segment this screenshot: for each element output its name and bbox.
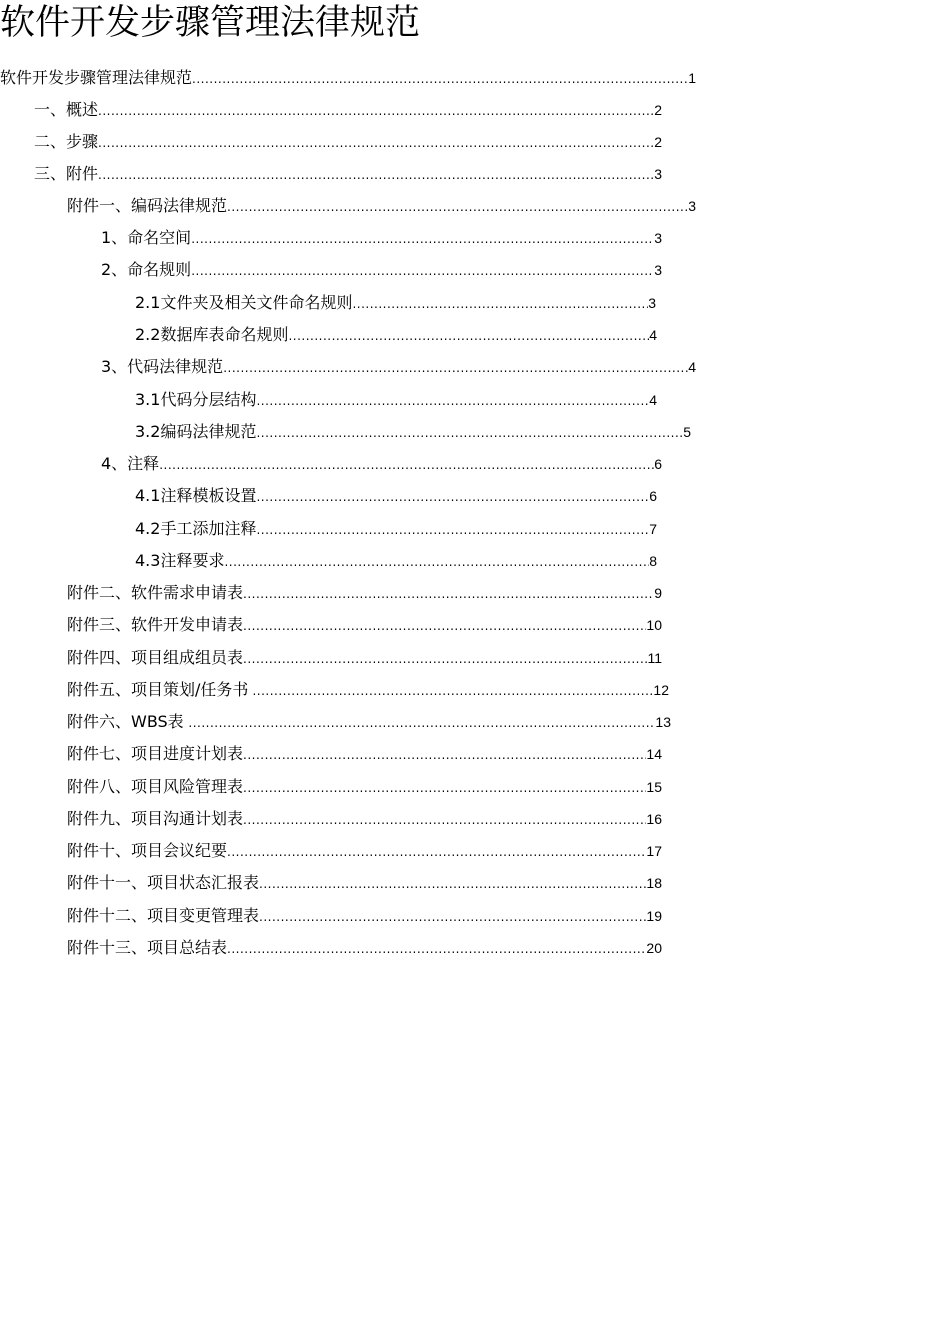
toc-leader: [224, 550, 649, 574]
toc-leader: [188, 711, 655, 735]
toc-page-number: 3: [654, 262, 662, 278]
toc-entry-label: 附件一、编码法律规范: [67, 196, 228, 215]
toc-page-number: 13: [655, 714, 671, 730]
toc-entry-label: 附件七、项目进度计划表: [67, 744, 244, 763]
toc-leader: [227, 840, 646, 864]
toc-entry-label: 附件十、项目会议纪要: [67, 841, 228, 860]
toc-entry-label: 三、附件: [34, 164, 99, 183]
toc-page-number: 4: [649, 327, 657, 343]
toc-entry[interactable]: [67, 646, 662, 670]
toc-entry-label: 2.2数据库表命名规则: [135, 325, 289, 344]
toc-entry[interactable]: [67, 904, 662, 928]
toc-entry-label: 3.1代码分层结构: [135, 390, 257, 409]
toc-page-number: 3: [648, 295, 656, 311]
toc-entry[interactable]: [101, 258, 662, 282]
toc-page-number: 14: [646, 746, 662, 762]
toc-leader: [243, 808, 646, 832]
toc-leader: [243, 647, 647, 671]
toc-entry-label: 附件六、WBS表: [67, 712, 184, 731]
toc-entry-label: 一、概述: [34, 100, 99, 119]
toc-entry-label: 4.1注释模板设置: [135, 486, 257, 505]
toc-entry[interactable]: [34, 98, 662, 122]
toc-entry-label: 4.2手工添加注释: [135, 519, 257, 538]
toc-leader: [259, 872, 646, 896]
toc-leader: [288, 324, 649, 348]
toc-entry[interactable]: [67, 194, 696, 218]
toc-entry[interactable]: [101, 226, 662, 250]
toc-leader: [98, 163, 654, 187]
toc-entry-label: 附件十三、项目总结表: [67, 938, 228, 957]
toc-entry-label: 附件八、项目风险管理表: [67, 777, 244, 796]
toc-entry-label: 附件五、项目策划/任务书: [67, 680, 249, 699]
toc-page-number: 1: [688, 70, 696, 86]
toc-entry-label: 2、命名规则: [101, 260, 192, 279]
toc-entry[interactable]: [34, 162, 662, 186]
toc-entry[interactable]: [135, 517, 657, 541]
toc-leader: [191, 227, 654, 251]
toc-entry[interactable]: [135, 323, 657, 347]
toc-entry[interactable]: [135, 291, 656, 315]
document-title: 软件开发步骤管理法律规范: [0, 3, 421, 43]
toc-entry-label: 软件开发步骤管理法律规范: [0, 68, 193, 87]
toc-entry[interactable]: [67, 807, 662, 831]
toc-entry-label: 附件四、项目组成组员表: [67, 648, 244, 667]
toc-page-number: 18: [646, 875, 662, 891]
toc-leader: [227, 937, 646, 961]
toc-entry[interactable]: [67, 613, 662, 637]
toc-entry[interactable]: [67, 839, 662, 863]
toc-leader: [352, 292, 648, 316]
toc-leader: [159, 453, 654, 477]
toc-entry[interactable]: [67, 678, 669, 702]
toc-page-number: 16: [646, 811, 662, 827]
toc-page-number: 12: [653, 682, 669, 698]
toc-entry[interactable]: [135, 388, 657, 412]
toc-entry[interactable]: [67, 775, 662, 799]
toc-leader: [243, 614, 646, 638]
toc-entry-label: 附件三、软件开发申请表: [67, 615, 244, 634]
toc-page-number: 4: [649, 392, 657, 408]
toc-leader: [223, 356, 688, 380]
toc-entry-label: 4、注释: [101, 454, 160, 473]
toc-page-number: 10: [646, 617, 662, 633]
toc-page-number: 11: [647, 650, 662, 666]
toc-leader: [256, 421, 683, 445]
toc-page-number: 8: [649, 553, 657, 569]
toc-leader: [98, 99, 654, 123]
toc-leader: [252, 679, 653, 703]
toc-page-number: 2: [654, 134, 662, 150]
toc-leader: [243, 776, 646, 800]
toc-leader: [256, 389, 649, 413]
toc-entry-label: 附件九、项目沟通计划表: [67, 809, 244, 828]
toc-page-number: 7: [649, 521, 657, 537]
toc-entry-label: 附件十二、项目变更管理表: [67, 906, 260, 925]
toc-page-number: 6: [649, 488, 657, 504]
toc-leader: [259, 905, 646, 929]
toc-leader: [243, 582, 654, 606]
toc-page-number: 3: [654, 230, 662, 246]
toc-leader: [192, 67, 688, 91]
toc-page-number: 17: [646, 843, 662, 859]
toc-entry[interactable]: [135, 549, 657, 573]
toc-entry-label: 3.2编码法律规范: [135, 422, 257, 441]
toc-entry-label: 二、步骤: [34, 132, 99, 151]
toc-entry-label: 附件二、软件需求申请表: [67, 583, 244, 602]
toc-entry[interactable]: [67, 742, 662, 766]
toc-page-number: 20: [646, 940, 662, 956]
toc-entry[interactable]: [101, 355, 696, 379]
toc-entry-label: 附件十一、项目状态汇报表: [67, 873, 260, 892]
toc-page-number: 9: [654, 585, 662, 601]
toc-entry[interactable]: [67, 581, 662, 605]
toc-entry[interactable]: [34, 130, 662, 154]
toc-leader: [98, 131, 654, 155]
toc-entry[interactable]: [135, 420, 691, 444]
toc-page-number: 15: [646, 779, 662, 795]
toc-entry[interactable]: [135, 484, 657, 508]
toc-page-number: 4: [688, 359, 696, 375]
toc-entry[interactable]: [67, 871, 662, 895]
toc-entry-label: 2.1文件夹及相关文件命名规则: [135, 293, 353, 312]
toc-leader: [191, 259, 654, 283]
toc-entry-label: 4.3注释要求: [135, 551, 225, 570]
toc-leader: [243, 743, 646, 767]
toc-page-number: 3: [688, 198, 696, 214]
toc-page-number: 19: [646, 908, 662, 924]
toc-leader: [227, 195, 688, 219]
toc-page-number: 3: [654, 166, 662, 182]
toc-page-number: 6: [654, 456, 662, 472]
toc-leader: [256, 485, 649, 509]
toc-entry[interactable]: [67, 936, 662, 960]
toc-page-number: 5: [683, 424, 691, 440]
toc-entry[interactable]: [0, 66, 696, 90]
toc-page-number: 2: [654, 102, 662, 118]
toc-entry-label: 1、命名空间: [101, 228, 192, 247]
toc-entry[interactable]: [67, 710, 671, 734]
toc-entry[interactable]: [101, 452, 662, 476]
toc-leader: [256, 518, 649, 542]
toc-entry-label: 3、代码法律规范: [101, 357, 224, 376]
